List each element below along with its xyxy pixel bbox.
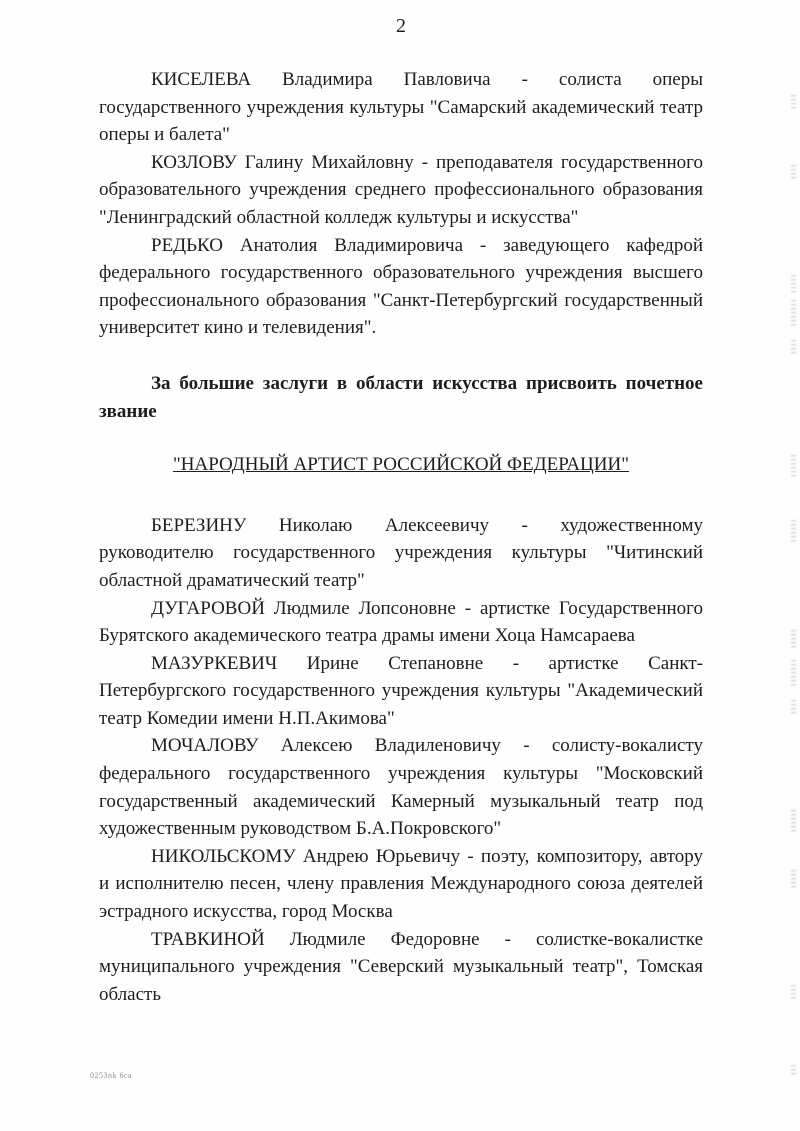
awards-continuation-section	[99, 66, 703, 342]
honoree-entry-nikolskiy: НИКОЛЬСКОМУ Андрею Юрьевичу - поэту, композитору, автору и исполнителю песен, члену правления Международного союза деятелей эстрадного искусства, город Москва	[99, 845, 703, 923]
award-entry-redko: РЕДЬКО Анатолия Владимировича - заведующего кафедрой федерального государственного образовательного учреждения высшего профессионального образования "Санкт-Петербургский государственный университет кино и телевидения".	[99, 234, 703, 339]
award-entry-kozlova: КОЗЛОВУ Галину Михайловну - преподавателя государственного образовательного учреждения среднего профессионального образования "Ленинградский областной колледж культуры и искусства"	[99, 151, 703, 228]
decree-title: "НАРОДНЫЙ АРТИСТ РОССИЙСКОЙ ФЕДЕРАЦИИ"	[173, 454, 629, 476]
honoree-entry-berezin: БЕРЕЗИНУ Николаю Алексеевичу - художественному руководителю государственного учреждения культуры "Читинский областной драматический театр"	[99, 514, 703, 591]
decree-lead-in: За большие заслуги в области искусства присвоить почетное звание	[99, 372, 703, 422]
honoree-entry-dugarova: ДУГАРОВОЙ Людмиле Лопсоновне - артистке Государственного Бурятского академического театра драмы имени Хоца Намсараева	[99, 597, 703, 647]
honorees-section	[99, 512, 703, 1009]
scan-edge-artifacts	[788, 0, 798, 1131]
award-entry-kiseleva: КИСЕЛЕВА Владимира Павловича - солиста оперы государственного учреждения культуры "Самарский академический театр оперы и балета"	[99, 69, 703, 146]
honoree-entry-travkina: ТРАВКИНОЙ Людмиле Федоровне - солистке-вокалистке муниципального учреждения "Северский музыкальный театр", Томская область	[99, 928, 703, 1005]
honoree-entry-mazurkevich: МАЗУРКЕВИЧ Ирине Степановне - артистке Санкт-Петербургского государственного учреждения культуры "Академический театр Комедии имени Н.П.Акимова"	[99, 652, 703, 729]
document-registration-code: 0253nk 6ca	[90, 1071, 133, 1080]
page-number: 2	[396, 15, 406, 37]
honoree-entry-mochalov: МОЧАЛОВУ Алексею Владиленовичу - солисту-вокалисту федерального государственного учреждения культуры "Московский государственный академический Камерный музыкальный театр под художественным руководством Б.А.Покровского"	[99, 735, 703, 840]
